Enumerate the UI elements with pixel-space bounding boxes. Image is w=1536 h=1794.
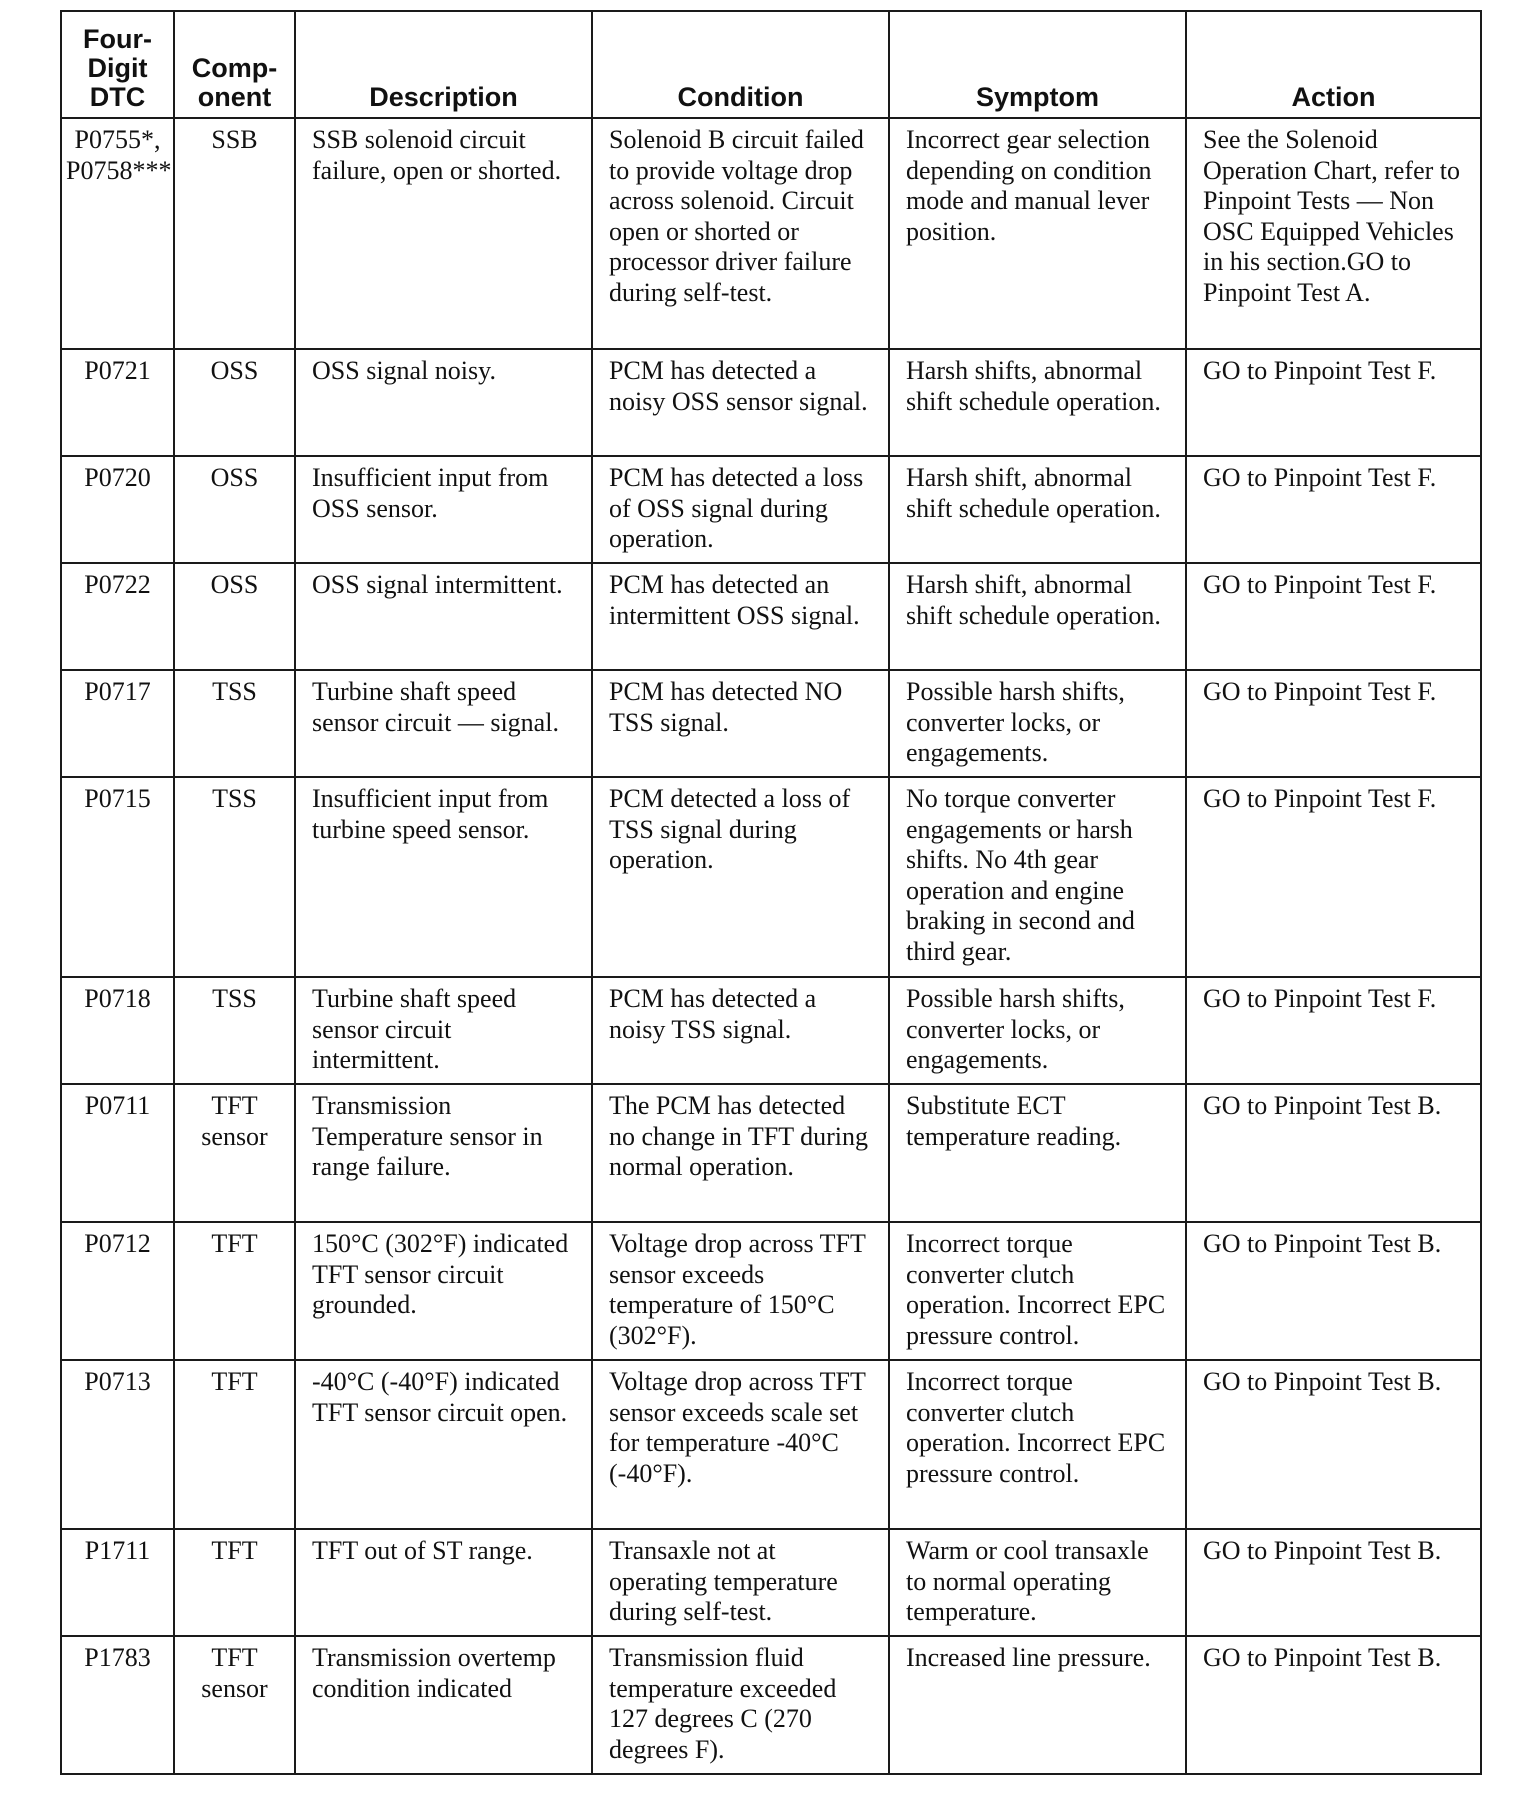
description: Insufficient input from OSS sensor. [295,456,592,563]
component: TFT [174,1529,295,1636]
dtc-code: P0722 [61,563,174,670]
symptom: Incorrect gear selection depending on condition mode and manual lever position. [889,118,1186,349]
dtc-code: P0715 [61,777,174,977]
condition: Solenoid B circuit failed to provide voltage drop across solenoid. Circuit open or shorted or processor driver failure during self-test. [592,118,889,349]
action: GO to Pinpoint Test B. [1186,1222,1481,1360]
dtc-code: P0755*, P0758*** [61,118,174,349]
header-condition: Condition [592,11,889,118]
dtc-code: P0711 [61,1084,174,1222]
symptom: No torque converter engagements or harsh shifts. No 4th gear operation and engine braking in second and third gear. [889,777,1186,977]
table-row [61,1222,1481,1360]
condition: PCM has detected a noisy OSS sensor signal. [592,349,889,456]
dtc-code: P0721 [61,349,174,456]
action: GO to Pinpoint Test B. [1186,1360,1481,1529]
symptom: Incorrect torque converter clutch operation. Incorrect EPC pressure control. [889,1222,1186,1360]
dtc-code: P0712 [61,1222,174,1360]
symptom: Harsh shifts, abnormal shift schedule operation. [889,349,1186,456]
symptom: Increased line pressure. [889,1636,1186,1774]
condition: PCM detected a loss of TSS signal during operation. [592,777,889,977]
description: 150°C (302°F) indicated TFT sensor circuit grounded. [295,1222,592,1360]
dtc-code: P1783 [61,1636,174,1774]
header-description: Description [295,11,592,118]
dtc-code: P1711 [61,1529,174,1636]
condition: The PCM has detected no change in TFT during normal operation. [592,1084,889,1222]
component: TFT [174,1360,295,1529]
component: OSS [174,349,295,456]
description: TFT out of ST range. [295,1529,592,1636]
table-row [61,456,1481,563]
action: GO to Pinpoint Test F. [1186,349,1481,456]
table-row [61,777,1481,977]
dtc-code: P0713 [61,1360,174,1529]
component: OSS [174,563,295,670]
symptom: Harsh shift, abnormal shift schedule operation. [889,456,1186,563]
description: Turbine shaft speed sensor circuit intermittent. [295,977,592,1084]
header-action: Action [1186,11,1481,118]
header-component: Comp- onent [174,11,295,118]
description: Turbine shaft speed sensor circuit — signal. [295,670,592,777]
description: OSS signal noisy. [295,349,592,456]
condition: Voltage drop across TFT sensor exceeds scale set for temperature -40°C (-40°F). [592,1360,889,1529]
symptom: Substitute ECT temperature reading. [889,1084,1186,1222]
dtc-table-page [60,10,1480,1775]
action: GO to Pinpoint Test F. [1186,456,1481,563]
component: TFT [174,1222,295,1360]
table-row [61,1529,1481,1636]
dtc-table [60,10,1482,1775]
component: OSS [174,456,295,563]
description: SSB solenoid circuit failure, open or shorted. [295,118,592,349]
table-row [61,670,1481,777]
description: Insufficient input from turbine speed sensor. [295,777,592,977]
symptom: Possible harsh shifts, converter locks, or engagements. [889,977,1186,1084]
action: GO to Pinpoint Test B. [1186,1636,1481,1774]
condition: PCM has detected NO TSS signal. [592,670,889,777]
component: TSS [174,977,295,1084]
symptom: Harsh shift, abnormal shift schedule operation. [889,563,1186,670]
symptom: Warm or cool transaxle to normal operating temperature. [889,1529,1186,1636]
symptom: Possible harsh shifts, converter locks, or engagements. [889,670,1186,777]
condition: PCM has detected an intermittent OSS signal. [592,563,889,670]
header-symptom: Symptom [889,11,1186,118]
action: GO to Pinpoint Test F. [1186,563,1481,670]
component: TFT sensor [174,1636,295,1774]
description: OSS signal intermittent. [295,563,592,670]
table-row [61,1360,1481,1529]
action: See the Solenoid Operation Chart, refer to Pinpoint Tests — Non OSC Equipped Vehicles in his section.GO to Pinpoint Test A. [1186,118,1481,349]
symptom: Incorrect torque converter clutch operation. Incorrect EPC pressure control. [889,1360,1186,1529]
condition: Transaxle not at operating temperature during self-test. [592,1529,889,1636]
condition: Voltage drop across TFT sensor exceeds temperature of 150°C (302°F). [592,1222,889,1360]
header-row [61,11,1481,118]
component: TSS [174,670,295,777]
table-row [61,977,1481,1084]
action: GO to Pinpoint Test F. [1186,777,1481,977]
description: Transmission Temperature sensor in range failure. [295,1084,592,1222]
dtc-code: P0717 [61,670,174,777]
table-row [61,1084,1481,1222]
component: SSB [174,118,295,349]
component: TSS [174,777,295,977]
table-row [61,349,1481,456]
condition: PCM has detected a noisy TSS signal. [592,977,889,1084]
description: Transmission overtemp condition indicated [295,1636,592,1774]
action: GO to Pinpoint Test F. [1186,670,1481,777]
description: -40°C (-40°F) indicated TFT sensor circuit open. [295,1360,592,1529]
action: GO to Pinpoint Test F. [1186,977,1481,1084]
action: GO to Pinpoint Test B. [1186,1084,1481,1222]
header-four-digit-dtc: Four- Digit DTC [61,11,174,118]
dtc-code: P0718 [61,977,174,1084]
condition: PCM has detected a loss of OSS signal during operation. [592,456,889,563]
table-row [61,118,1481,349]
table-row [61,1636,1481,1774]
component: TFT sensor [174,1084,295,1222]
table-row [61,563,1481,670]
action: GO to Pinpoint Test B. [1186,1529,1481,1636]
dtc-code: P0720 [61,456,174,563]
condition: Transmission fluid temperature exceeded 127 degrees C (270 degrees F). [592,1636,889,1774]
